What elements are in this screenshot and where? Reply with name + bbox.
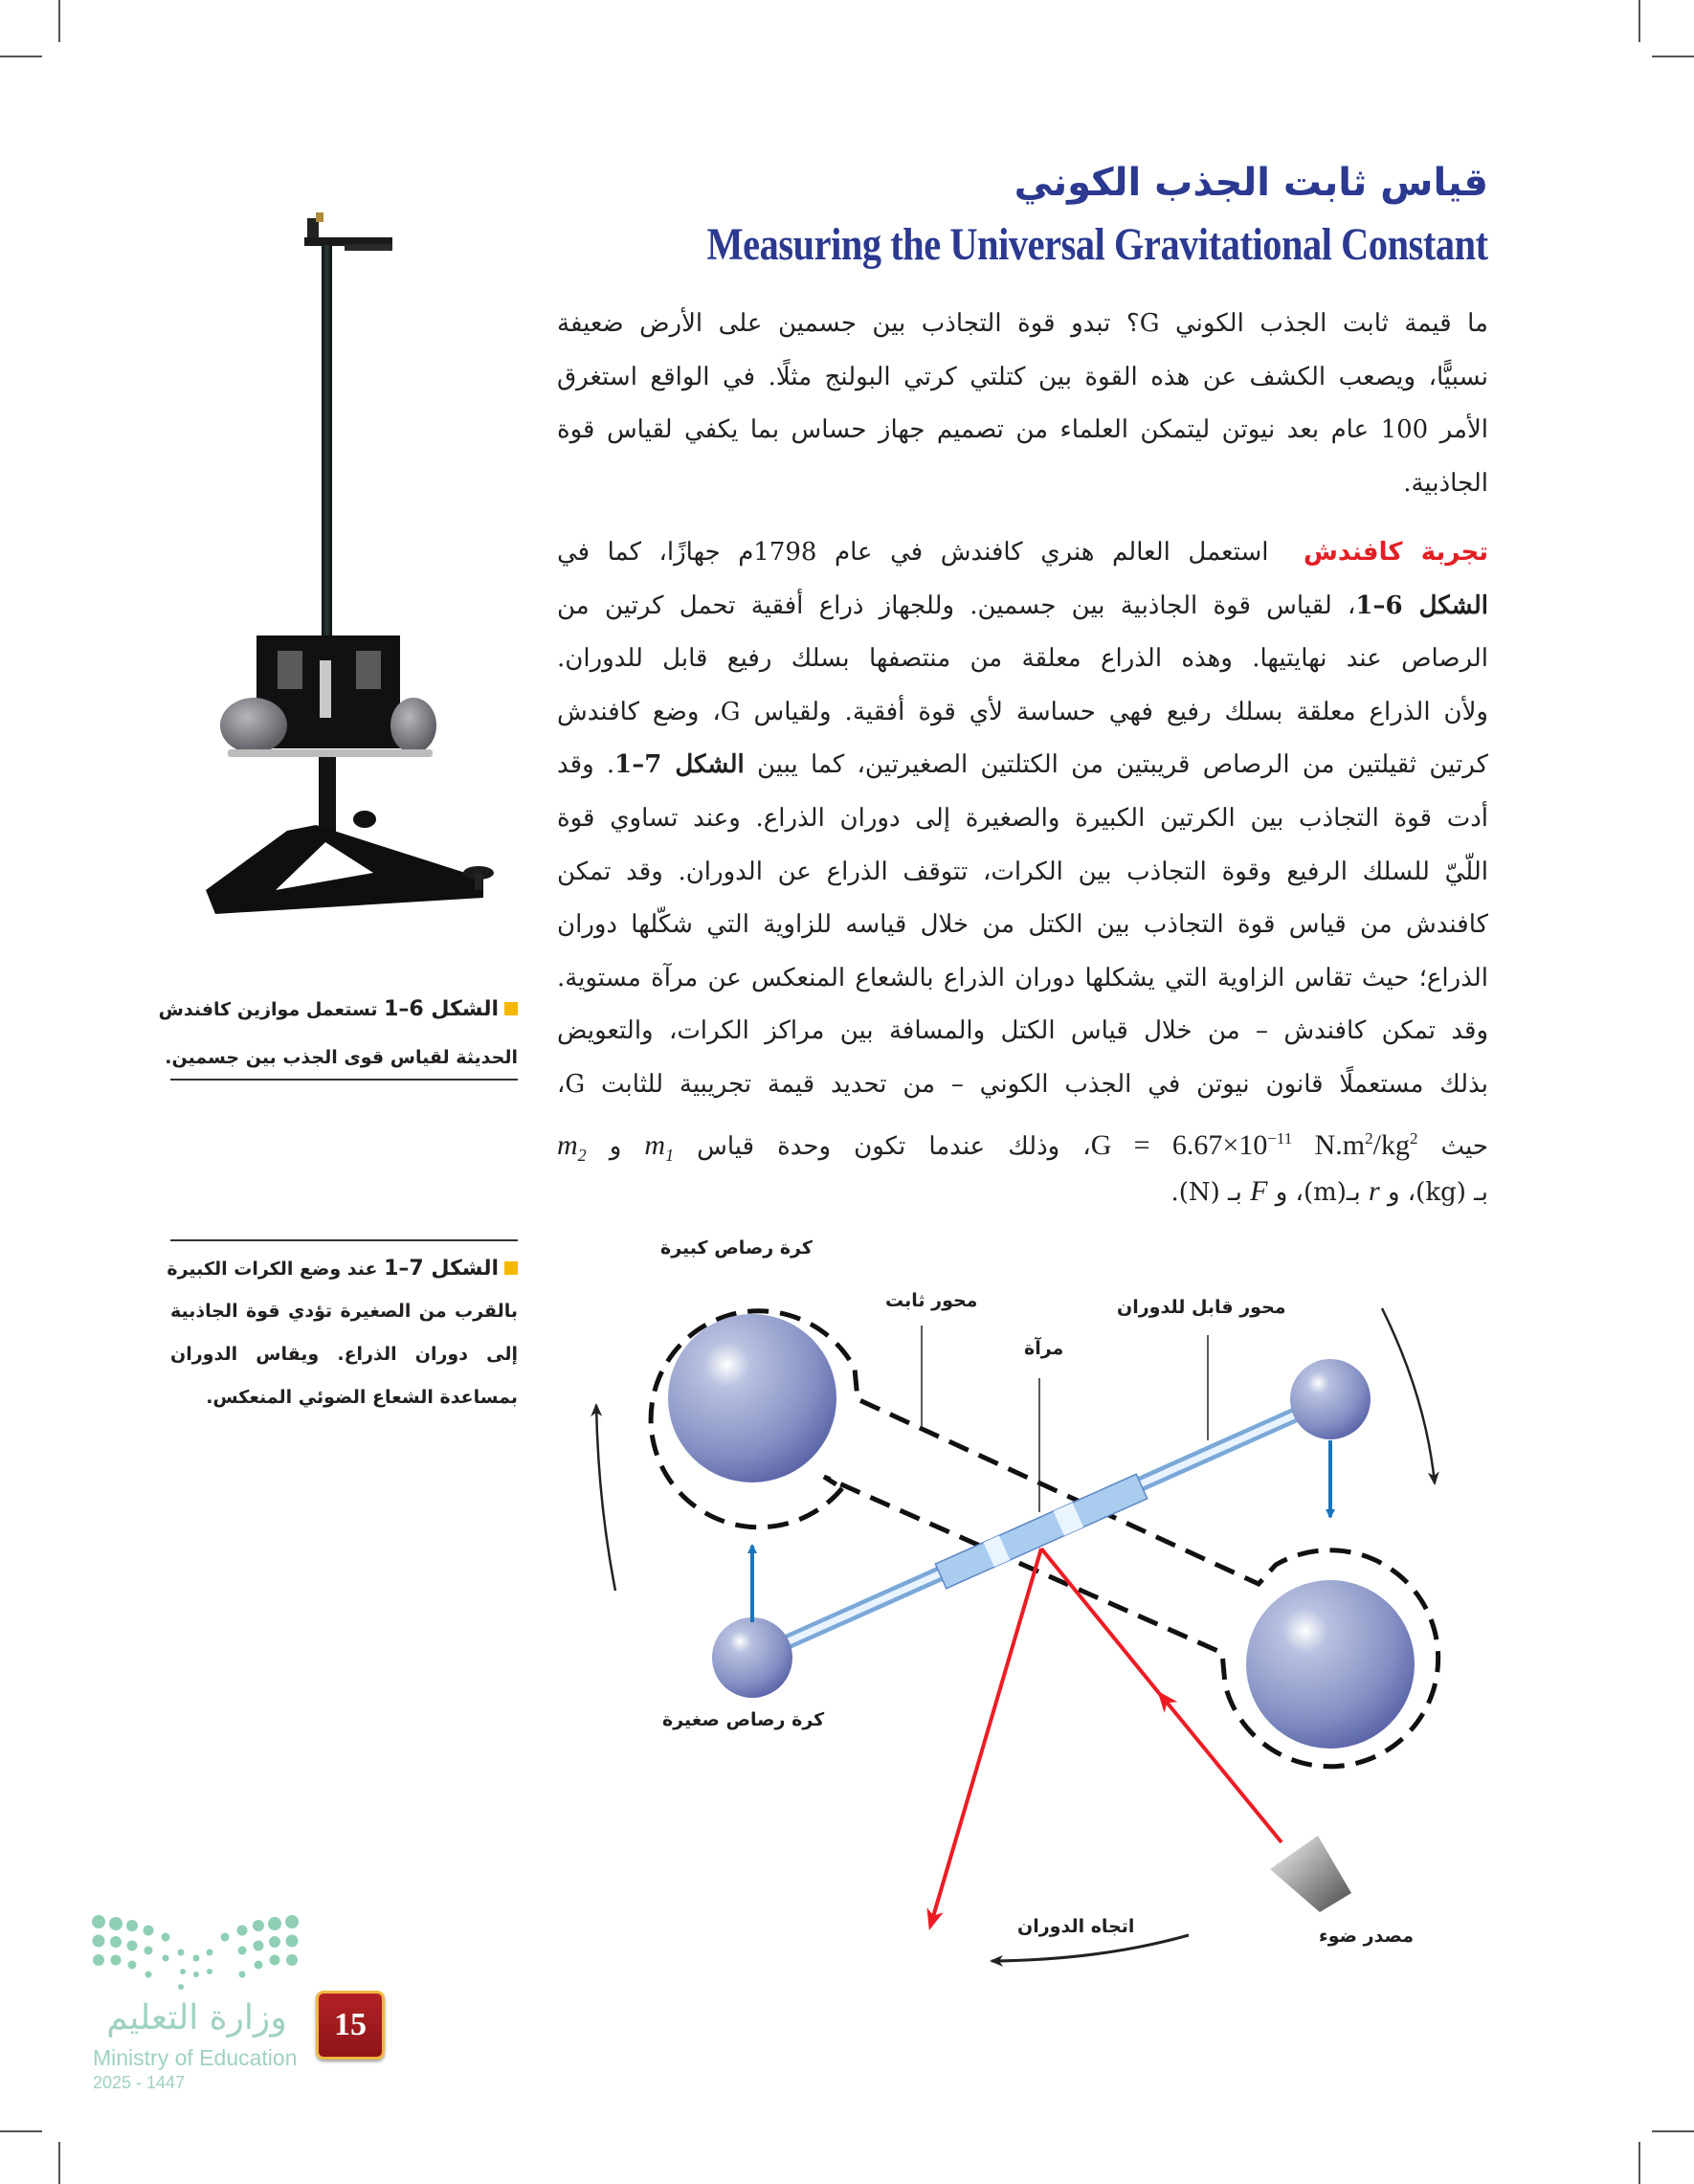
text-line: بذلك مستعملًا قانون نيوتن في الجذب الكوني – من تحديد قيمة تجريبية للثابت G، [557, 1069, 1488, 1099]
label-mirror: مرآة [1024, 1338, 1064, 1359]
label-large-ball: كرة رصاص كبيرة [660, 1237, 813, 1259]
text: و [609, 1131, 622, 1161]
crop-mark [58, 0, 60, 42]
text-line: ما قيمة ثابت الجذب الكوني G؟ تبدو قوة التجاذب بين جسمين على الأرض ضعيفة [557, 309, 1488, 338]
text: كرتين ثقيلتين من الرصاص قريبتين من الكتلتين الصغيرتين، كما يبين [757, 750, 1488, 780]
mass-symbol [557, 1128, 587, 1165]
edition-year: 2025 - 1447 [93, 2073, 186, 2092]
caption-line: بالقرب من الصغيرة تؤدي قوة الجاذبية [170, 1301, 518, 1322]
torsion-balance-diagram [574, 1235, 1455, 1991]
small-lead-ball [1290, 1359, 1371, 1439]
ministry-logo-icon [91, 1914, 301, 1995]
text: حيث [1440, 1131, 1488, 1161]
symbol: m [557, 1128, 578, 1161]
cavendish-paragraph [557, 526, 1488, 1218]
text: . وقد [557, 750, 615, 780]
text-line [557, 1165, 1488, 1218]
large-lead-ball [1246, 1580, 1415, 1749]
bullet-square-icon [504, 1002, 518, 1015]
text-line: أدت قوة التجاذب بين الكرتين الكبيرة والصغيرة إلى دوران الذراع. وعند تساوي قوة [557, 803, 1488, 833]
large-lead-ball [668, 1314, 836, 1482]
subscript: 1 [665, 1145, 675, 1165]
incident-ray [1041, 1549, 1163, 1698]
intro-paragraph [557, 298, 1488, 510]
caption-divider [170, 1239, 518, 1241]
figure-7-caption [167, 1247, 518, 1419]
crop-mark [1638, 2142, 1640, 2184]
rotation-arrow-icon [1382, 1308, 1435, 1483]
caption-line: الحديثة لقياس قوى الجذب بين جسمين. [165, 1047, 518, 1068]
label-fixed-axis: محور ثابت [885, 1290, 978, 1311]
crop-mark [0, 56, 42, 57]
small-lead-ball [712, 1617, 792, 1698]
symbol: m [644, 1128, 666, 1161]
text: بـ (kg)، و [1387, 1178, 1488, 1208]
caption-line: إلى دوران الذراع. ويقاس الدوران [170, 1344, 518, 1365]
text-line: الرصاص عند نهايتيها. وهذه الذراع معلقة من منتصفها بسلك رفيع قابل للدوران. [557, 644, 1488, 674]
section-title-english [557, 218, 1488, 279]
caption-text: عند وضع الكرات الكبيرة [167, 1259, 378, 1280]
light-source-icon [1270, 1836, 1351, 1912]
caption-divider [170, 1079, 518, 1081]
caption-line [167, 1247, 518, 1290]
section-title-arabic: قياس ثابت الجذب الكوني [1014, 161, 1488, 205]
crop-mark [1652, 56, 1694, 57]
figure-ref-link: الشكل 6–1 [1355, 591, 1488, 620]
text-line: الجاذبية. [1403, 468, 1488, 498]
text-line: كافندش من قياس قوة التجاذب بين الكتل من خلال قياسه للزاوية التي شكّلها دوران [557, 910, 1488, 940]
crop-mark [1652, 2130, 1694, 2132]
text-line [557, 526, 1488, 580]
text-line [557, 1112, 1488, 1166]
gravitational-constant-formula [1091, 1129, 1418, 1161]
label-small-ball: كرة رصاص صغيرة [662, 1709, 825, 1730]
text-line: الذراع؛ حيث تقاس الزاوية التي يشكلها دوران الذراع بالشعاع المنعكس عن مرآة مستوية. [557, 963, 1488, 992]
ministry-name-english: Ministry of Education [93, 2045, 298, 2070]
reflected-ray [930, 1549, 1041, 1927]
formula-exponent: −11 [1267, 1128, 1293, 1148]
label-rotating-axis: محور قابل للدوران [1117, 1297, 1286, 1318]
mirror [935, 1474, 1147, 1588]
caption-line [158, 986, 518, 1034]
section-title-english-text: Measuring the Universal Gravitational Constant [706, 219, 1488, 270]
subscript: 2 [577, 1145, 587, 1165]
caption-text: تستعمل موازين كافندش [158, 999, 378, 1020]
rotation-arrow-icon [596, 1405, 615, 1591]
text: استعمل العالم هنري كافندش في عام 1798م جهازًا، كما في [557, 538, 1269, 567]
text: ، وذلك عندما تكون وحدة قياس [697, 1131, 1091, 1161]
crop-mark [58, 2142, 60, 2184]
text: بـ (N). [1170, 1178, 1242, 1208]
bullet-square-icon [504, 1261, 518, 1275]
cavendish-heading: تجربة كافندش [1304, 538, 1488, 567]
formula-exponent: 2 [1365, 1128, 1373, 1148]
incident-ray [1160, 1694, 1282, 1842]
mass-symbol [644, 1128, 675, 1165]
figure-ref-link: الشكل 7–1 [614, 750, 745, 780]
figure-6-caption [158, 986, 518, 1081]
figure-label: الشكل 6–1 [384, 997, 499, 1021]
label-rotation-direction: اتجاه الدوران [1017, 1916, 1135, 1937]
text-line: ولأن الذراع معلقة بسلك رفيع فهي حساسة لأي قوة أفقية. ولقياس G، وضع كافندش [557, 697, 1488, 726]
text: بـ(m)، و [1275, 1178, 1361, 1208]
rotation-direction-arrow-icon [992, 1935, 1189, 1961]
label-light-source: مصدر ضوء [1319, 1926, 1414, 1947]
distance-symbol: r [1369, 1175, 1380, 1208]
formula-unit: N.m [1292, 1128, 1366, 1161]
figure-label: الشكل 7–1 [384, 1257, 499, 1281]
formula-unit: /kg [1372, 1128, 1410, 1161]
text-line [557, 580, 1488, 634]
cavendish-balance-photo [191, 201, 507, 957]
crop-mark [0, 2130, 42, 2132]
text: ، لقياس قوة الجاذبية بين جسمين. وللجهاز ذراع أفقية تحمل كرتين من [557, 591, 1356, 620]
text-line: وقد تمكن كافندش – من خلال قياس الكتل والمسافة بين مراكز الكرات، والتعويض [557, 1016, 1488, 1046]
text-line: نسبيًّا، ويصعب الكشف عن هذه القوة بين كتلتي كرتي البولنج مثلًا. في الواقع استغرق [557, 362, 1488, 391]
ministry-name-arabic: وزارة التعليم [106, 1998, 287, 2038]
text-line: الأمر 100 عام بعد نيوتن ليتمكن العلماء من تصميم جهاز حساس بما يكفي لقياس قوة [557, 415, 1489, 445]
caption-line: بمساعدة الشعاع الضوئي المنعكس. [206, 1387, 518, 1408]
force-symbol: F [1250, 1175, 1268, 1208]
page-number-badge: 15 [316, 1991, 385, 2060]
formula-value: G = 6.67×10 [1090, 1128, 1268, 1161]
text-line: اللّيّ للسلك الرفيع وقوة التجاذب بين الكرات، تتوقف الذراع عن الدوران. وقد تمكن [557, 857, 1488, 886]
crop-mark [1638, 0, 1640, 42]
text-line [557, 739, 1488, 792]
formula-exponent: 2 [1409, 1128, 1418, 1148]
